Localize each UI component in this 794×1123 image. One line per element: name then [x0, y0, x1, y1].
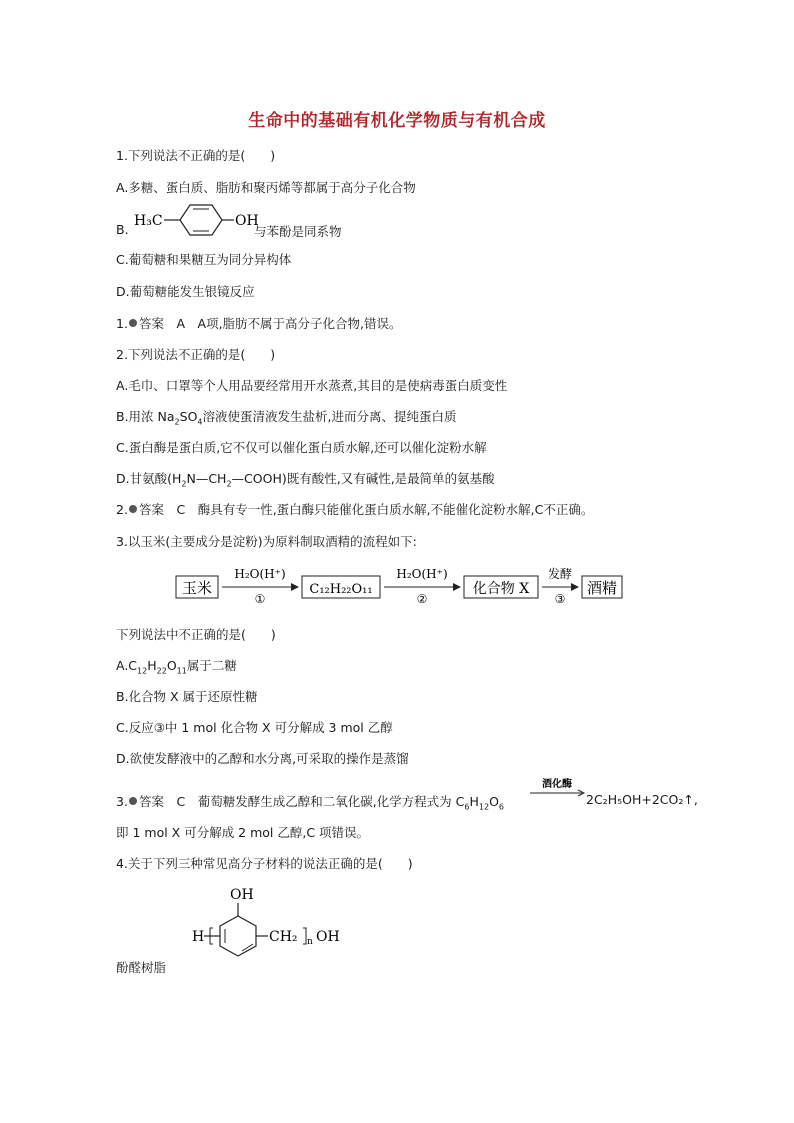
q2-stem: 2.下列说法不正确的是( ) [116, 347, 276, 362]
q3-answer-line2: 即 1 mol X 可分解成 2 mol 乙醇,C 项错误。 [116, 825, 370, 840]
p-cresol-structure [134, 200, 259, 240]
q1-option-b-text: 与苯酚是同系物 [254, 224, 342, 239]
q3-option-b: B.化合物 X 属于还原性糖 [116, 689, 258, 704]
struct-oh: OH [235, 213, 259, 229]
flow-box-disaccharide-label: C₁₂H₂₂O₁₁ [309, 582, 373, 597]
q2-option-d: D.甘氨酸$(H_2N—CH_2—COOH)$既有酸性,又有碱性,是最简单的氨基酸 [116, 471, 495, 489]
q4-stem: 4.关于下列三种常见高分子材料的说法正确的是( ) [116, 856, 413, 871]
answer-label: 答案 [138, 794, 164, 809]
answer-label: 答案 [138, 316, 164, 331]
struct-oh-end: OH [316, 929, 340, 945]
flow-arrow-1-top: H₂O(H⁺) [234, 567, 286, 581]
answer-icon [129, 319, 137, 327]
q3-answer-products: 2C₂H₅OH+2CO₂↑, [586, 792, 698, 807]
flow-arrow-2-bottom: ② [416, 592, 428, 606]
q1-option-b-label: B. [116, 222, 129, 237]
q2-answer [116, 500, 593, 518]
flow-arrow-3-bottom: ③ [554, 592, 566, 606]
flow-box-corn-label: 玉米 [181, 579, 213, 597]
struct-h3c: H₃C [134, 213, 163, 229]
q1-stem: 1.下列说法不正确的是( ) [116, 148, 276, 163]
q2-option-c: C.蛋白酶是蛋白质,它不仅可以催化蛋白质水解,还可以催化淀粉水解 [116, 440, 487, 455]
answer-text: C 酶具有专一性,蛋白酶只能催化蛋白质水解,不能催化淀粉水解,C不正确。 [176, 502, 594, 517]
page-title: 生命中的基础有机化学物质与有机合成 [248, 111, 546, 131]
struct-h: H [192, 929, 205, 945]
q4-resin-label: 酚醛树脂 [116, 960, 167, 975]
phenolic-resin-structure [186, 884, 356, 976]
answer-icon [129, 797, 137, 805]
q1-option-d: D.葡萄糖能发生银镜反应 [116, 284, 255, 299]
flow-diagram [170, 562, 630, 608]
q2-option-b: B.用浓 $Na_2SO_4$溶液使蛋清液发生盐析,进而分离、提纯蛋白质 [116, 409, 457, 427]
answer-label: 答案 [138, 502, 164, 517]
q3-option-a: $A.C_{12}H_{22}O_{11}$属于二糖 [116, 658, 237, 676]
struct-ch2: CH₂ [269, 929, 298, 945]
flow-box-x-label: 化合物 X [472, 581, 530, 597]
answer-number: 3. [116, 794, 128, 809]
struct-n: n [307, 937, 313, 947]
flow-arrow-2-top: H₂O(H⁺) [396, 567, 448, 581]
reaction-arrow [528, 778, 586, 798]
reaction-arrow-label: 酒化酶 [542, 779, 572, 790]
answer-text: C 葡萄糖发酵生成乙醇和二氧化碳,化学方程式为 C [176, 794, 465, 809]
answer-number: 2. [116, 502, 128, 517]
flow-box-alcohol-label: 酒精 [586, 579, 618, 597]
answer-text: A A项,脂肪不属于高分子化合物,错误。 [176, 316, 402, 331]
flow-arrow-1-bottom: ① [254, 592, 266, 606]
q3-option-c: C.反应③中 1 mol 化合物 X 可分解成 3 mol 乙醇 [116, 720, 393, 735]
q1-answer [116, 314, 402, 332]
q3-answer: 3. 答案 C 葡萄糖发酵生成乙醇和二氧化碳,化学方程式为 $C_6H_{12}O_6$ [116, 794, 504, 812]
struct-oh-top: OH [230, 887, 254, 903]
q3-stem2: 下列说法中不正确的是( ) [116, 627, 276, 642]
answer-icon [129, 505, 137, 513]
q3-stem: 3.以玉米(主要成分是淀粉)为原料制取酒精的流程如下: [116, 534, 417, 549]
q3-option-d: D.欲使发酵液中的乙醇和水分离,可采取的操作是蒸馏 [116, 751, 409, 766]
q1-option-c: C.葡萄糖和果糖互为同分异构体 [116, 252, 292, 267]
flow-arrow-3-top: 发酵 [547, 567, 573, 581]
answer-number: 1. [116, 316, 128, 331]
q1-option-a: A.多糖、蛋白质、脂肪和聚丙烯等都属于高分子化合物 [116, 180, 416, 195]
q2-option-a: A.毛巾、口罩等个人用品要经常用开水蒸煮,其目的是使病毒蛋白质变性 [116, 378, 508, 393]
